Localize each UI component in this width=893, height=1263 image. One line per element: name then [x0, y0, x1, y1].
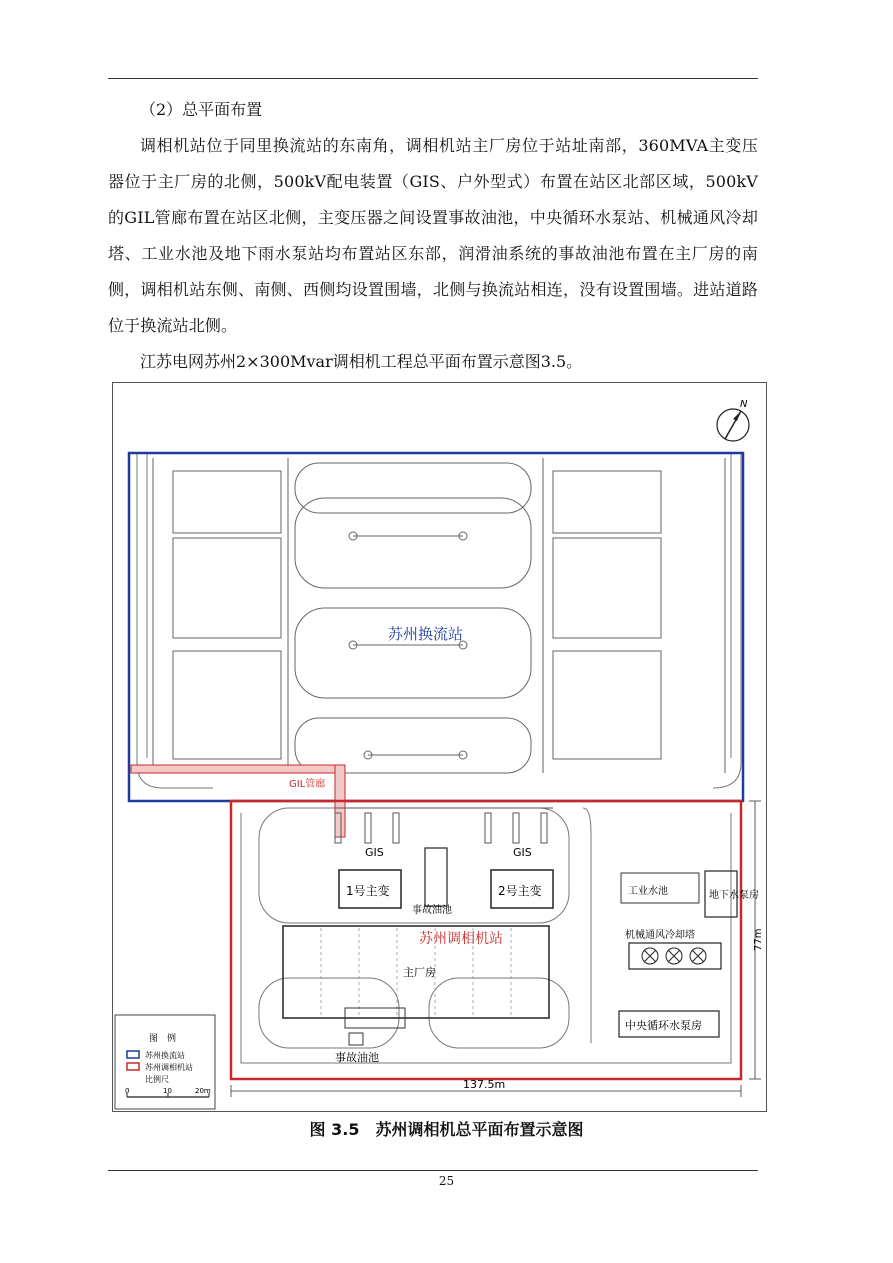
condenser-station-label: 苏州调相机站: [419, 931, 503, 947]
converter-station-label: 苏州换流站: [388, 625, 464, 643]
legend-title: 图 例: [149, 1034, 177, 1044]
footer-rule: [108, 1170, 758, 1171]
scale-tick-10: 10: [163, 1087, 172, 1095]
site-plan-figure: [112, 382, 767, 1112]
header-rule: [108, 78, 758, 79]
paragraph-figure-ref: 江苏电网苏州2×300Mvar调相机工程总平面布置示意图3.5。: [140, 352, 583, 371]
industrial-pool-label: 工业水池: [628, 886, 668, 897]
transformer-2-label: 2号主变: [498, 884, 542, 898]
accident-oil-pool: [425, 848, 447, 906]
north-arrow-icon: [717, 399, 749, 441]
svg-text:N: N: [740, 399, 748, 410]
cooling-tower-label: 机械通风冷却塔: [625, 930, 695, 941]
gil-corridor-label: GIL管廊: [289, 779, 326, 790]
main-building-label: 主厂房: [403, 966, 436, 979]
circulating-pump-house-label: 中央循环水泵房: [625, 1019, 702, 1032]
legend-scale-label: 比例尺: [145, 1075, 169, 1084]
underground-pump-house-label: 地下水泵房: [709, 890, 759, 901]
legend-item-converter: 苏州换流站: [145, 1051, 185, 1060]
accident-oil-pool-label: 事故油池: [412, 905, 452, 916]
page-number: 25: [438, 1174, 455, 1188]
scale-tick-20: 20m: [195, 1087, 211, 1095]
dimension-width: 137.5m: [463, 1078, 506, 1091]
legend: [115, 1015, 215, 1109]
body-text: [108, 92, 758, 380]
section-heading: （2）总平面布置: [140, 100, 263, 119]
cooling-tower: [629, 943, 721, 969]
gis-left-label: GIS: [365, 846, 384, 859]
gis-right-label: GIS: [513, 846, 532, 859]
transformer-1-label: 1号主变: [346, 884, 390, 898]
scale-tick-0: 0: [125, 1087, 130, 1095]
figure-caption: 图 3.5 苏州调相机总平面布置示意图: [309, 1120, 584, 1139]
south-oil-pool-label: 事故油池: [335, 1051, 379, 1064]
paragraph-layout: 调相机站位于同里换流站的东南角，调相机站主厂房位于站址南部，360MVA主变压器位于主厂房的北侧，500kV配电装置（GIS、户外型式）布置在站区北部区域，500kV的GIL管廊布置在站区北侧，主变压器之间设置事故油池，中央循环水泵站、机械通风冷却塔、工业水池及地下雨水泵站均布置站区东部，润滑油系统的事故油池布置在主厂房的南侧，调相机站东侧、南侧、西侧均设置围墙，北侧与换流站相连，没有设置围墙。进站道路位于换流站北侧。: [108, 136, 758, 335]
dimension-height: 77m: [753, 928, 764, 951]
legend-item-condenser: 苏州调相机站: [145, 1063, 193, 1072]
